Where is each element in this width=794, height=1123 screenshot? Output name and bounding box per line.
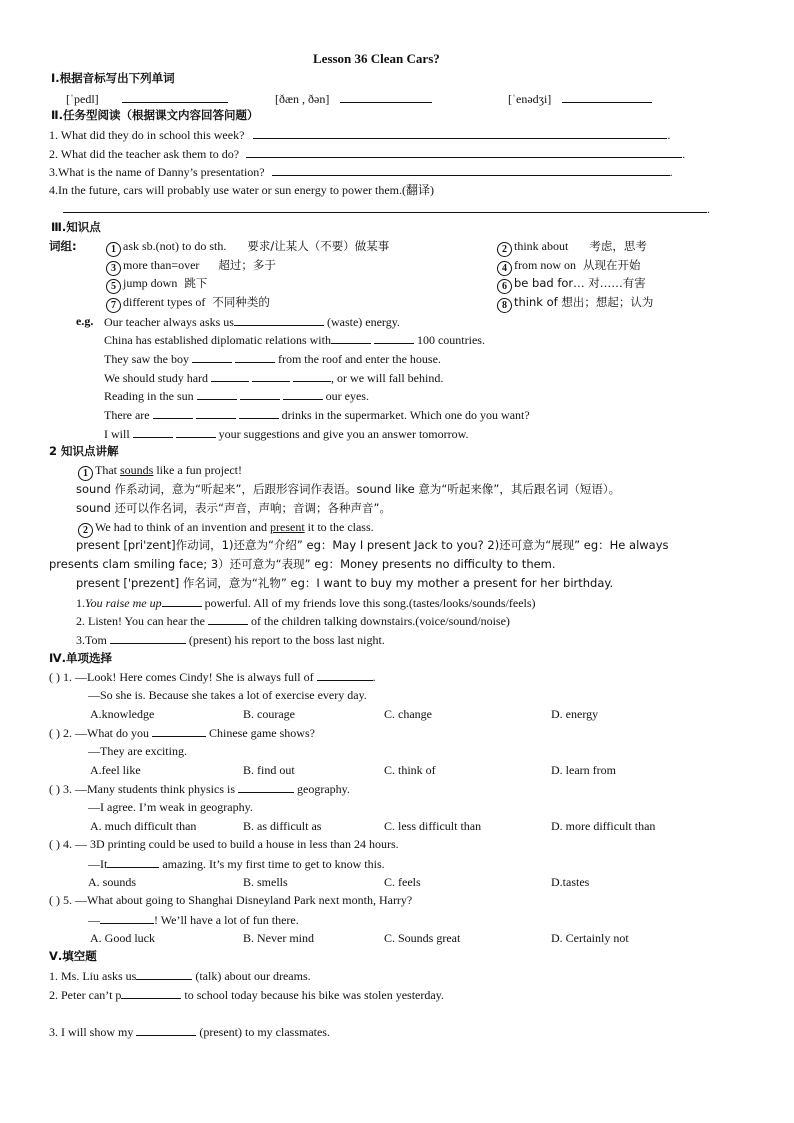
question-text: 3.What is the name of Danny’s presentation?: [49, 165, 265, 179]
answer-blank[interactable]: [162, 595, 202, 607]
answer-blank[interactable]: [293, 370, 331, 382]
mc-question: ( ) 5. —What about going to Shanghai Disneyland Park next month, Harry?: [49, 893, 413, 907]
number-circle-icon: 5: [106, 279, 121, 294]
mc-option[interactable]: C. less difficult than: [384, 819, 482, 833]
answer-blank[interactable]: [107, 856, 159, 868]
phonetic-3: [ˈenədʒi]: [508, 92, 552, 106]
number-circle-icon: 6: [497, 279, 512, 294]
answer-blank[interactable]: [153, 407, 193, 419]
explanation-text: sound 还可以作名词，表示“声音，声响；音调；各种声音”。: [76, 501, 391, 515]
explanation-text: presents clam smiling face; 3）还可意为“表现” eg：Money presents no difficulty to them.: [49, 557, 556, 571]
answer-blank[interactable]: [152, 725, 206, 737]
explanation-text: sound 作系动词，意为“听起来”，后跟形容词作表语。sound like 意为“听起来像”，其后跟名词（短语）。: [76, 482, 621, 496]
mc-option[interactable]: C. think of: [384, 763, 436, 777]
phrase-item: 5 jump down 跳下: [106, 276, 207, 294]
number-circle-icon: 7: [106, 298, 121, 313]
answer-blank[interactable]: [317, 669, 373, 681]
phonetic-1: [ˈpedl]: [66, 92, 99, 106]
mc-option[interactable]: D. energy: [551, 707, 599, 721]
mc-response: —They are exciting.: [88, 744, 187, 758]
reading-question: 1. What did they do in school this week? .: [49, 128, 671, 142]
explanation-text: present [pri'zent]作动词，1)还意为“介绍” eg：May I present Jack to you? 2)还可意为“展现” eg：He always: [76, 538, 669, 552]
phonetic-2: [ðæn , ðən]: [275, 92, 330, 106]
example-sentence: There are drinks in the supermarket. Which one do you want?: [104, 408, 530, 422]
number-circle-icon: 4: [497, 261, 512, 276]
mc-option[interactable]: B. courage: [243, 707, 295, 721]
fill-item: 1. Ms. Liu asks us (talk) about our dreams.: [49, 969, 311, 983]
reading-question: [49, 183, 434, 197]
exercise-item: 2. Listen! You can hear the of the children talking downstairs.(voice/sound/noise): [76, 614, 510, 628]
answer-blank[interactable]: [562, 91, 652, 103]
example-sentence: They saw the boy from the roof and enter the house.: [104, 352, 441, 366]
answer-blank[interactable]: [234, 314, 324, 326]
example-sentence: China has established diplomatic relations with 100 countries.: [104, 333, 485, 347]
phonetic-row: [66, 91, 228, 106]
mc-question: ( ) 2. —What do you Chinese game shows?: [49, 726, 315, 740]
section-explain-heading: 2 知识点讲解: [49, 444, 119, 458]
section-5-heading: Ⅴ.填空题: [49, 949, 97, 963]
example-sentence: I will your suggestions and give you an answer tomorrow.: [104, 427, 469, 441]
answer-blank[interactable]: [136, 1024, 196, 1036]
mc-option[interactable]: A.feel like: [90, 763, 141, 777]
answer-line[interactable]: [253, 127, 667, 139]
answer-line[interactable]: [272, 164, 670, 176]
number-circle-icon: 2: [78, 523, 93, 538]
phrase-item: 2 think about 考虑，思考: [497, 239, 647, 257]
phonetic-row: [508, 91, 652, 106]
answer-blank[interactable]: [283, 388, 323, 400]
answer-line[interactable]: [246, 146, 682, 158]
mc-option[interactable]: A. sounds: [88, 875, 137, 889]
answer-blank[interactable]: [121, 987, 181, 999]
translation-line[interactable]: .: [63, 201, 710, 216]
answer-blank[interactable]: [208, 613, 248, 625]
question-text: 4.In the future, cars will probably use water or sun energy to power them.(翻译): [49, 183, 435, 197]
question-text: 2. What did the teacher ask them to do?: [49, 147, 240, 161]
question-text: 1. What did they do in school this week?: [49, 128, 245, 142]
key-sentence: 1 That sounds like a fun project!: [78, 463, 242, 481]
phrase-item: 3 more than=over 超过；多于: [106, 258, 276, 276]
mc-option[interactable]: A. Good luck: [90, 931, 155, 945]
answer-blank[interactable]: [192, 351, 232, 363]
mc-option[interactable]: C. change: [384, 707, 432, 721]
answer-blank[interactable]: [239, 407, 279, 419]
explanation-text: present ['prezent] 作名词，意为“礼物” eg：I want to buy my mother a present for her birthday.: [76, 576, 614, 590]
mc-option[interactable]: D.tastes: [551, 875, 590, 889]
mc-option[interactable]: C. Sounds great: [384, 931, 461, 945]
answer-blank[interactable]: [340, 91, 432, 103]
mc-question: ( ) 3. —Many students think physics is geography.: [49, 782, 350, 796]
phrase-item: 7 different types of 不同种类的: [106, 295, 270, 313]
section-1-heading: Ⅰ.根据音标写出下列单词: [51, 71, 175, 85]
answer-blank[interactable]: [240, 388, 280, 400]
example-sentence: Our teacher always asks us (waste) energy.: [104, 315, 400, 329]
answer-blank[interactable]: [176, 426, 216, 438]
mc-option[interactable]: B. find out: [243, 763, 295, 777]
answer-blank[interactable]: [211, 370, 249, 382]
answer-blank[interactable]: [196, 407, 236, 419]
mc-option[interactable]: D. more difficult than: [551, 819, 656, 833]
key-sentence: 2 We had to think of an invention and present it to the class.: [78, 520, 374, 538]
answer-blank[interactable]: [136, 968, 192, 980]
number-circle-icon: 1: [78, 466, 93, 481]
phrase-item: 8 think of 想出；想起；认为: [497, 295, 653, 313]
reading-question: 3.What is the name of Danny’s presentation? .: [49, 165, 673, 179]
answer-blank[interactable]: [331, 332, 371, 344]
phrase-item: 4 from now on 从现在开始: [497, 258, 641, 276]
answer-blank[interactable]: [133, 426, 173, 438]
number-circle-icon: 2: [497, 242, 512, 257]
mc-response: —It amazing. It’s my first time to get to know this.: [88, 857, 385, 871]
mc-response: —I agree. I’m weak in geography.: [88, 800, 253, 814]
fill-item: 3. I will show my (present) to my classmates.: [49, 1025, 330, 1039]
phrases-label: 词组:: [49, 239, 77, 253]
phrase-item: 6 be bad for… 对……有害: [497, 276, 646, 294]
mc-option[interactable]: B. Never mind: [243, 931, 314, 945]
answer-blank[interactable]: [235, 351, 275, 363]
mc-question: ( ) 1. —Look! Here comes Cindy! She is always full of .: [49, 670, 376, 684]
phonetic-row: [275, 91, 432, 106]
example-label: e.g.: [76, 314, 94, 328]
answer-blank[interactable]: [122, 91, 228, 103]
fill-item: 2. Peter can’t p to school today because his bike was stolen yesterday.: [49, 988, 444, 1002]
section-3-heading: Ⅲ.知识点: [51, 220, 101, 234]
number-circle-icon: 3: [106, 261, 121, 276]
answer-blank[interactable]: [100, 912, 154, 924]
exercise-item: 1.You raise me up powerful. All of my friends love this song.(tastes/looks/sounds/feels): [76, 596, 536, 610]
section-2-heading: Ⅱ.任务型阅读（根据课文内容回答问题）: [51, 108, 259, 122]
section-4-heading: Ⅳ.单项选择: [49, 651, 113, 665]
mc-response: —So she is. Because she takes a lot of exercise every day.: [88, 688, 367, 702]
number-circle-icon: 1: [106, 242, 121, 257]
example-sentence: Reading in the sun our eyes.: [104, 389, 369, 403]
number-circle-icon: 8: [497, 298, 512, 313]
answer-blank[interactable]: [197, 388, 237, 400]
answer-blank[interactable]: [110, 632, 186, 644]
mc-option[interactable]: B. as difficult as: [243, 819, 322, 833]
answer-blank[interactable]: [238, 781, 294, 793]
reading-question: 2. What did the teacher ask them to do? .: [49, 147, 686, 161]
mc-option[interactable]: D. learn from: [551, 763, 616, 777]
page-title: Lesson 36 Clean Cars?: [313, 51, 440, 66]
mc-option[interactable]: A.knowledge: [90, 707, 155, 721]
mc-option[interactable]: B. smells: [243, 875, 288, 889]
example-sentence: We should study hard , or we will fall behind.: [104, 371, 444, 385]
mc-option[interactable]: D. Certainly not: [551, 931, 629, 945]
answer-blank[interactable]: [374, 332, 414, 344]
mc-option[interactable]: A. much difficult than: [90, 819, 197, 833]
mc-option[interactable]: C. feels: [384, 875, 421, 889]
phrase-item: 1 ask sb.(not) to do sth. 要求/让某人（不要）做某事: [106, 239, 389, 257]
exercise-item: 3.Tom (present) his report to the boss last night.: [76, 633, 385, 647]
mc-response: — ! We’ll have a lot of fun there.: [88, 913, 299, 927]
answer-blank[interactable]: [252, 370, 290, 382]
mc-question: ( ) 4. — 3D printing could be used to build a house in less than 24 hours.: [49, 837, 399, 851]
